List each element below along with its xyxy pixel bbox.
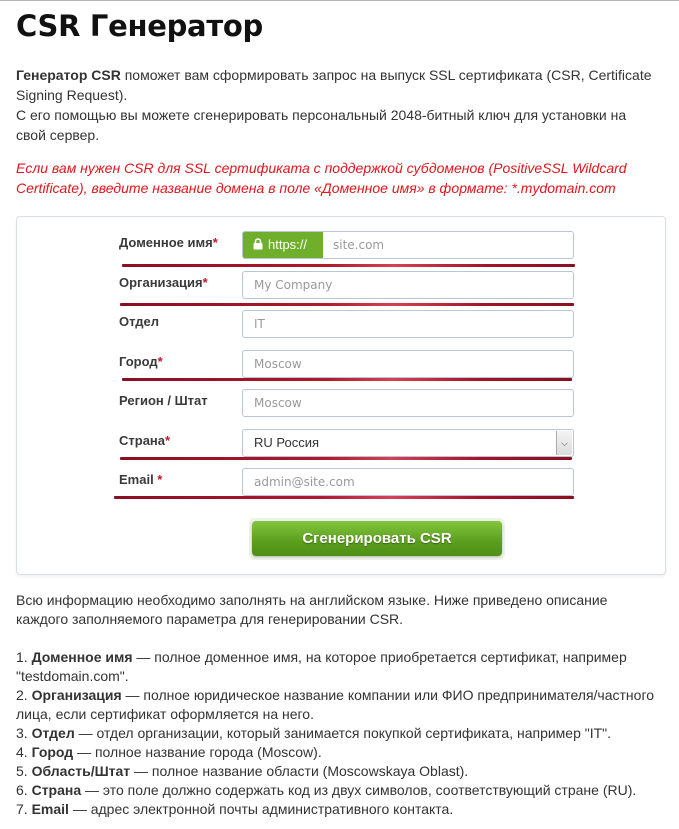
list-item: 4. Город — полное название города (Moscow). xyxy=(16,744,322,760)
required-asterisk: * xyxy=(157,472,163,487)
email-underline xyxy=(114,496,574,499)
list-item: 5. Область/Штат — полное название области (Moscowskaya Oblast). xyxy=(16,763,469,779)
email-label: Email * xyxy=(119,472,163,487)
generate-csr-button[interactable]: Сгенерировать CSR xyxy=(252,521,502,556)
form-row-organization xyxy=(17,263,667,303)
city-label: Город* xyxy=(119,354,163,369)
email-input[interactable] xyxy=(242,468,574,496)
country-select[interactable] xyxy=(242,429,574,457)
generate-button-frame xyxy=(249,518,505,560)
department-label: Отдел xyxy=(119,314,160,329)
form-row-department xyxy=(17,302,667,342)
chevron-down-icon[interactable]: ⌵ xyxy=(556,431,572,455)
list-item: 6. Страна — это поле должно содержать код из двух символов, соответствующий стране (RU). xyxy=(16,782,637,798)
form-row-country xyxy=(17,421,667,461)
form-row-email xyxy=(17,460,667,500)
required-asterisk: * xyxy=(202,275,208,290)
list-item: 1. Доменное имя — полное доменное имя, на которое приобретается сертификат, например "testdomain.com". xyxy=(16,649,627,684)
region-input[interactable] xyxy=(242,389,574,417)
organization-input[interactable] xyxy=(242,271,574,299)
https-prefix-text: https:// xyxy=(268,237,308,252)
department-input[interactable] xyxy=(242,310,574,338)
instructions-text: Всю информацию необходимо заполнять на английском языке. Ниже приведено описание каждого заполняемого параметра для генерировании CSR. xyxy=(16,592,608,627)
form-row-city xyxy=(17,342,667,382)
city-input[interactable] xyxy=(242,350,574,378)
country-label: Страна* xyxy=(119,433,171,448)
region-label: Регион / Штат xyxy=(119,393,208,408)
csr-form xyxy=(16,216,666,575)
intro-text xyxy=(16,65,656,145)
required-asterisk: * xyxy=(165,433,171,448)
form-row-domain xyxy=(17,223,667,263)
lock-icon xyxy=(253,233,263,259)
country-selected-value: RU Россия xyxy=(254,435,320,450)
form-row-region xyxy=(17,381,667,421)
domain-label: Доменное имя* xyxy=(119,235,218,250)
intro-bold-lead: Генератор CSR xyxy=(16,67,121,83)
list-item: 2. Организация — полное юридическое название компании или ФИО предпринимателя/частного лица, если сертификат оформляется на него. xyxy=(16,687,655,722)
wildcard-notice: Если вам нужен CSR для SSL сертификата с поддержкой субдоменов (PositiveSSL Wildcard Certificate), введите название домена в поле «Доменное имя» в формате: *.mydomain.com xyxy=(16,160,627,196)
page-title: CSR Генератор xyxy=(16,9,263,43)
https-prefix-badge xyxy=(243,232,323,258)
required-asterisk: * xyxy=(212,235,218,250)
intro-line2: С его помощью вы можете сгенерировать персональный 2048-битный ключ для установки на свой сервер. xyxy=(16,107,627,143)
list-item: 3. Отдел — отдел организации, который занимается покупкой сертификата, например "IT". xyxy=(16,725,612,741)
list-item: 7. Email — адрес электронной почты административного контакта. xyxy=(16,801,454,817)
field-help-list xyxy=(16,648,666,819)
intro-line1: поможет вам сформировать запрос на выпуск SSL сертификата (CSR, Certificate Signing Request). xyxy=(16,67,652,103)
required-asterisk: * xyxy=(157,354,163,369)
organization-label: Организация* xyxy=(119,275,208,290)
